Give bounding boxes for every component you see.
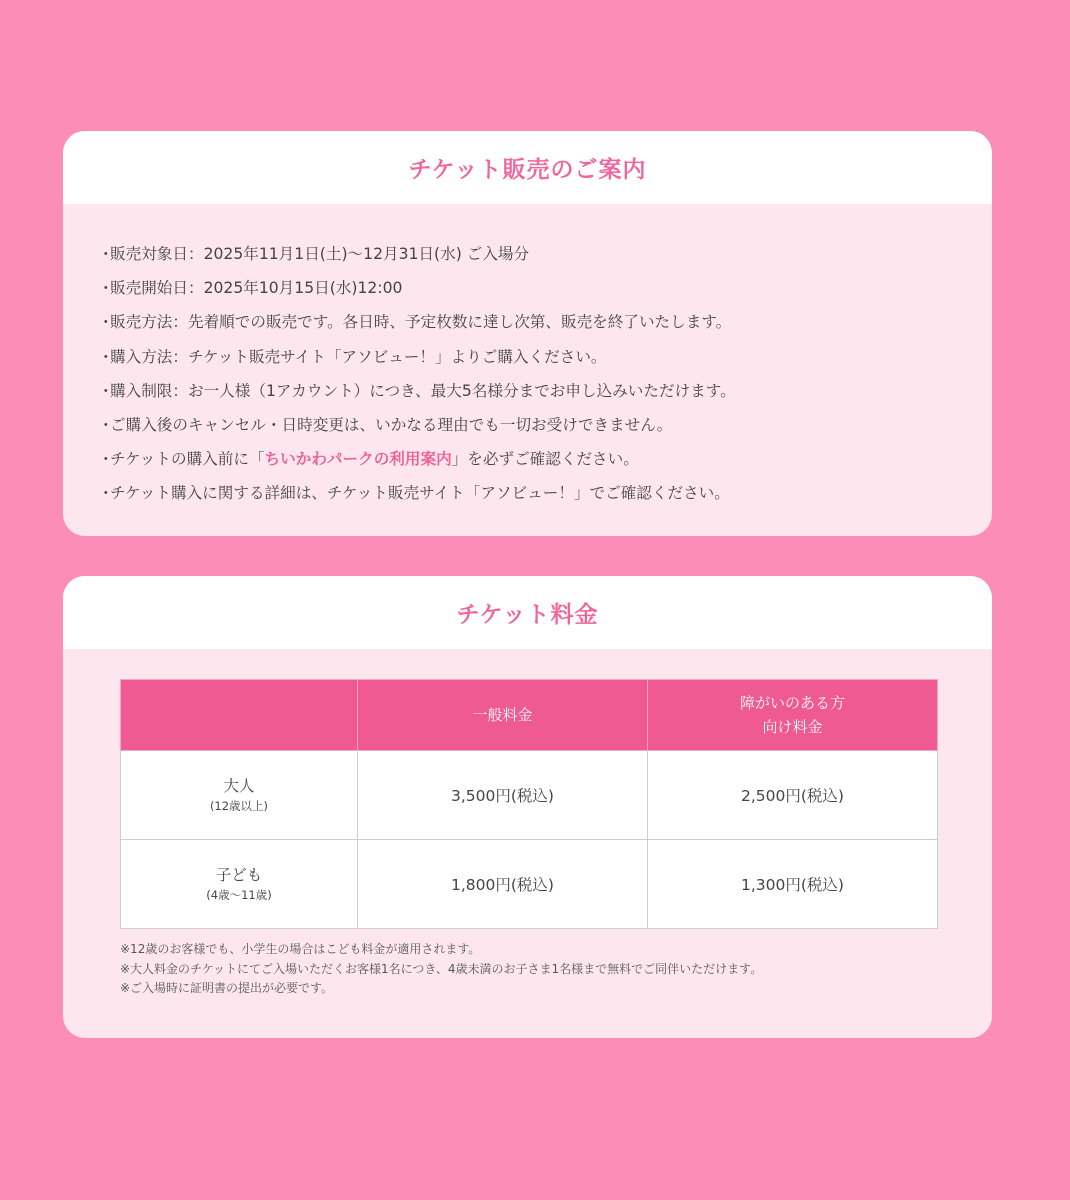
disabled-price-cell: 2,500円(税込) (648, 751, 938, 840)
ticket-price-title: チケット料金 (456, 602, 599, 628)
header-blank (121, 680, 358, 751)
info-item-sales-dates: ・販売対象日：2025年11月1日(土)〜12月31日(水) ご入場分 (98, 245, 530, 263)
header-general: 一般料金 (358, 680, 648, 751)
price-table (120, 679, 938, 929)
category-cell: 大人 (12歳以上) (121, 751, 358, 840)
usage-guide-link[interactable]: ちいかわパークの利用案内 (264, 450, 452, 469)
note-item: ※ご入場時に証明書の提出が必要です。 (120, 981, 334, 995)
price-table-header-row (121, 680, 938, 751)
price-notes (120, 940, 762, 999)
info-item-purchase-limit: ・購入制限：お一人様（1アカウント）につき、最大5名様分までお申し込みいただけます。 (98, 381, 736, 400)
note-item: ※大人料金のチケットにてご入場いただくお客様1名につき、4歳未満のお子さま1名様まで無料でご同伴いただけます。 (120, 961, 763, 976)
note-item: ※12歳のお客様でも、小学生の場合はこども料金が適用されます。 (120, 942, 481, 956)
ticket-sales-info-header (63, 131, 992, 204)
ticket-sales-info-list (63, 204, 992, 511)
info-item-details: ・チケット購入に関する詳細は、チケット販売サイト「アソビュー！」でご確認ください。 (98, 484, 730, 503)
table-row (121, 840, 938, 929)
info-item-sales-method: ・販売方法：先着順での販売です。各日時、予定枚数に達し次第、販売を終了いたします。 (98, 313, 732, 332)
info-item-purchase-method: ・購入方法：チケット販売サイト「アソビュー！」よりご購入ください。 (98, 347, 607, 366)
disabled-price-cell: 1,300円(税込) (648, 840, 938, 929)
general-price-cell: 3,500円(税込) (358, 751, 648, 840)
ticket-price-header (63, 576, 992, 649)
category-cell: 子ども (4歳〜11歳) (121, 840, 358, 929)
table-row (121, 751, 938, 840)
info-item-usage-guide: ・チケットの購入前に「ちいかわパークの利用案内」を必ずご確認ください。 (98, 450, 639, 469)
header-disabled: 障がいのある方 向け料金 (648, 680, 938, 751)
info-item-sales-start: ・販売開始日：2025年10月15日(水)12:00 (98, 279, 403, 298)
ticket-sales-info-title: チケット販売のご案内 (408, 157, 647, 183)
info-item-cancellation: ・ご購入後のキャンセル・日時変更は、いかなる理由でも一切お受けできません。 (98, 415, 673, 434)
ticket-price-card (63, 576, 992, 1038)
general-price-cell: 1,800円(税込) (358, 840, 648, 929)
ticket-sales-info-card (63, 131, 992, 536)
